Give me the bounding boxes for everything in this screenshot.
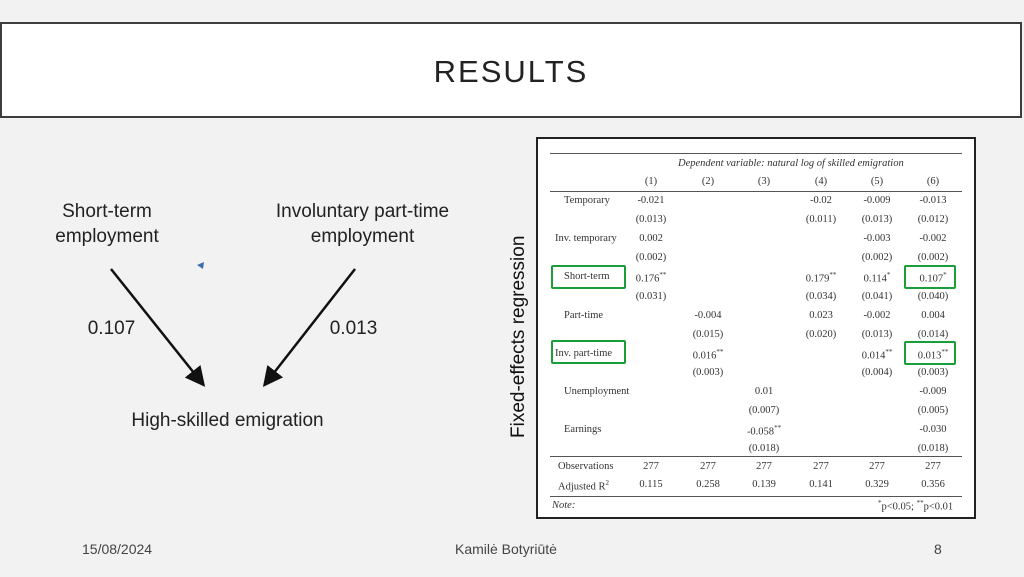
stat-cell: 0.258 [696, 479, 720, 490]
table-cell: (0.040) [917, 290, 949, 302]
table-cell: (0.002) [917, 252, 949, 264]
column-header: (5) [870, 176, 884, 187]
slide-title: RESULTS [433, 54, 589, 89]
table-cell: (0.013) [635, 214, 667, 226]
table-cell: 0.013** [917, 347, 949, 362]
dependent-variable-caption: Dependent variable: natural log of skilled emigration [678, 158, 904, 169]
table-cell: 0.002 [639, 233, 663, 245]
row-label: Inv. temporary [555, 233, 617, 245]
column-header: (2) [701, 176, 715, 187]
table-stats-rule [550, 456, 962, 457]
table-cell: -0.004 [694, 309, 722, 321]
table-cell: -0.003 [863, 233, 891, 245]
table-cell: (0.002) [861, 252, 893, 264]
table-cell: 0.176** [635, 271, 667, 285]
side-label: Fixed-effects regression [508, 235, 529, 438]
arrow-short-term [111, 269, 202, 383]
table-cell: 0.004 [921, 309, 945, 321]
row-label: Unemployment [564, 386, 630, 397]
table-cell: 0.114* [863, 271, 891, 285]
column-header: (4) [814, 176, 828, 187]
stat-cell: 0.329 [865, 479, 889, 490]
stat-label: Observations [558, 461, 614, 472]
note-label: Note: [552, 500, 576, 511]
table-cell: -0.002 [919, 233, 947, 245]
table-cell: (0.018) [748, 443, 780, 455]
table-cell: 0.01 [754, 386, 774, 397]
table-cell: (0.031) [635, 290, 667, 302]
column-header: (1) [644, 176, 658, 187]
table-cell: -0.002 [863, 309, 891, 321]
stat-cell: 0.115 [639, 479, 663, 490]
stat-label: Adjusted $R^2$ [558, 479, 610, 493]
stat-cell: 0.141 [809, 479, 833, 490]
table-cell: -0.030 [919, 424, 947, 436]
table-header-rule [550, 191, 962, 192]
stat-cell: 277 [869, 461, 885, 472]
table-cell: (0.041) [861, 290, 893, 302]
highlight-short-term-col6 [904, 265, 956, 289]
stat-cell: 277 [700, 461, 716, 472]
node-short-term: Short-term employment [55, 201, 159, 247]
table-cell: (0.013) [861, 328, 893, 340]
coef-short-term: 0.107 [87, 318, 136, 339]
table-cell: (0.002) [635, 252, 667, 264]
footer-author: Kamilė Botyriūtė [455, 541, 557, 557]
table-cell: (0.020) [805, 328, 837, 340]
row-label: Part-time [564, 309, 604, 321]
row-label: Temporary [564, 195, 610, 206]
table-cell: -0.009 [863, 195, 891, 206]
cursor-icon [197, 262, 204, 269]
highlight-inv-part-time [551, 340, 626, 364]
note-text: *p<0.05; **p<0.01 [878, 499, 954, 513]
table-cell: (0.003) [917, 366, 949, 378]
table-top-rule [550, 153, 962, 154]
column-header: (6) [926, 176, 940, 187]
table-cell: (0.013) [861, 214, 893, 226]
footer-date: 15/08/2024 [82, 541, 153, 557]
table-cell: (0.018) [917, 443, 949, 455]
arrow-inv-part-time [266, 269, 355, 383]
table-cell: -0.013 [919, 195, 947, 206]
stat-cell: 0.356 [921, 479, 945, 490]
table-cell: (0.005) [917, 405, 949, 417]
table-cell: (0.004) [861, 366, 893, 378]
stat-cell: 0.139 [752, 479, 776, 490]
table-cell: (0.003) [692, 366, 724, 378]
table-cell: (0.012) [917, 214, 949, 226]
table-bottom-rule [550, 496, 962, 497]
node-high-skilled-emigration: High-skilled emigration [131, 410, 324, 431]
table-cell: 0.023 [809, 309, 833, 321]
row-label: Inv. part-time [555, 347, 613, 359]
table-cell: -0.02 [810, 195, 832, 206]
table-cell: -0.009 [919, 386, 947, 397]
footer-page-number: 8 [934, 541, 942, 557]
stat-cell: 277 [925, 461, 941, 472]
regression-table [536, 137, 976, 519]
node-involuntary-part-time: Involuntary part-time employment [275, 201, 450, 247]
table-cell: (0.007) [748, 405, 780, 417]
stat-cell: 277 [643, 461, 659, 472]
table-cell: 0.016** [692, 347, 724, 362]
coef-involuntary-part-time: 0.013 [329, 318, 378, 339]
table-cell: -0.058** [746, 424, 782, 438]
table-cell: 0.014** [861, 347, 893, 362]
table-cell: -0.021 [637, 195, 665, 206]
stat-cell: 277 [813, 461, 829, 472]
table-cell: 0.179** [805, 271, 837, 285]
highlight-inv-part-time-col6 [904, 341, 956, 365]
table-cell: 0.107* [919, 271, 947, 285]
highlight-short-term [551, 265, 626, 289]
table-cell: (0.014) [917, 328, 949, 340]
stat-cell: 277 [756, 461, 772, 472]
column-header: (3) [757, 176, 771, 187]
table-cell: (0.015) [692, 328, 724, 340]
row-label: Earnings [564, 424, 602, 436]
table-cell: (0.034) [805, 290, 837, 302]
table-cell: (0.011) [805, 214, 837, 226]
row-label: Short-term [564, 271, 610, 283]
